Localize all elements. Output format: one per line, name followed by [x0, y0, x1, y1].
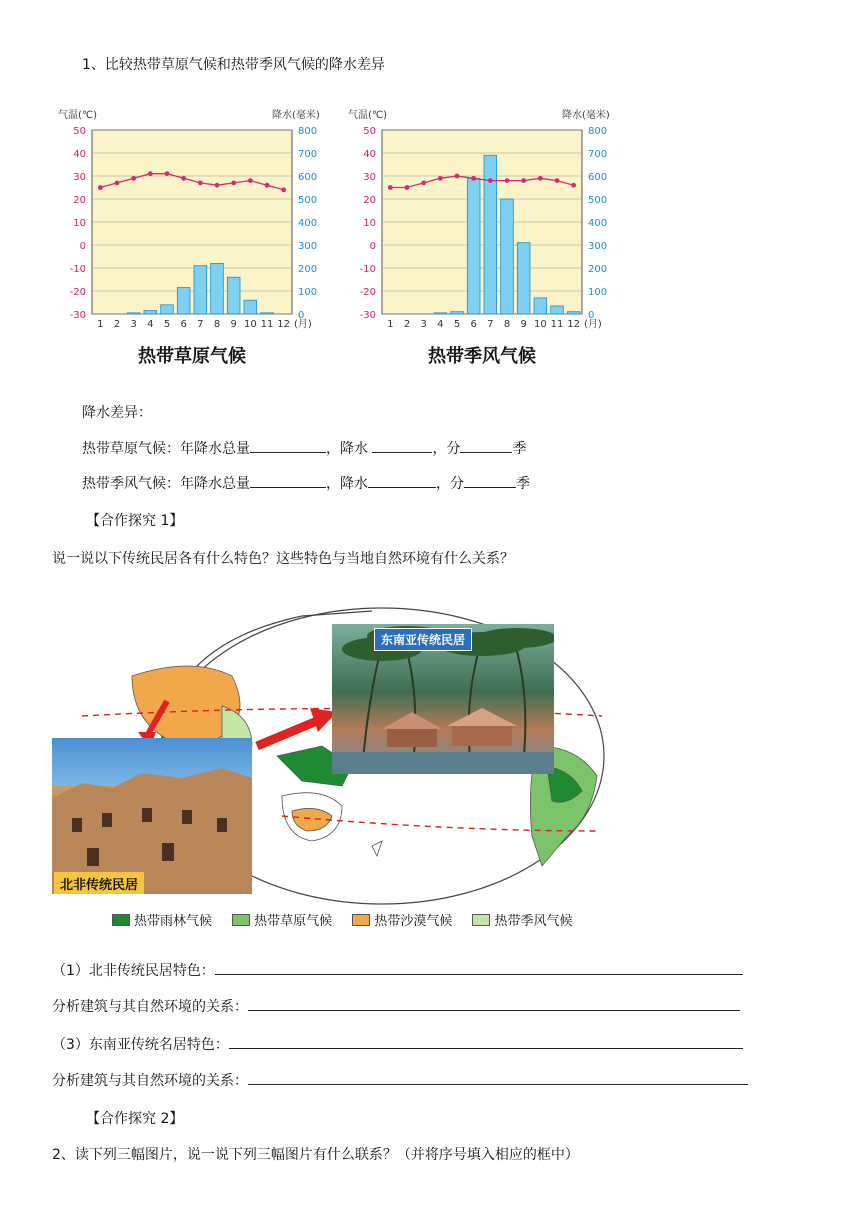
legend-item-rainforest [112, 910, 212, 929]
temp-tick-label: 30 [363, 172, 376, 183]
temp-tick-label: -10 [359, 264, 376, 275]
coop1-question: 说一说以下传统民居各有什么特色？这些特色与当地自然环境有什么关系？ [52, 551, 514, 567]
legend-swatch-rainforest [112, 914, 130, 926]
temperature-point [571, 183, 576, 188]
temperature-point [455, 174, 460, 179]
x-tick-label: 11 [550, 319, 564, 330]
fill-q1-label: （1）北非传统民居特色： [52, 963, 215, 979]
fill-q3 [52, 1034, 743, 1054]
precip-tick-label: 200 [588, 264, 608, 275]
temp-tick-label: 50 [363, 126, 376, 137]
sea-label: 东南亚传统民居 [374, 628, 472, 651]
precip-tick-label: 700 [298, 149, 318, 160]
legend-label: 热带雨林气候 [134, 914, 213, 929]
precip-bar [451, 312, 464, 314]
precip-tick-label: 600 [588, 172, 608, 183]
row2-end: 季 [516, 476, 530, 492]
x-tick-label: 1 [97, 319, 104, 330]
legend-item-savanna [232, 910, 332, 929]
precip-tick-label: 500 [298, 195, 318, 206]
temp-tick-label: -10 [69, 264, 86, 275]
x-tick-label: 7 [487, 319, 494, 330]
ylabel-left: 气温(℃) [348, 110, 388, 121]
temperature-point [148, 171, 153, 176]
x-tick-label: 8 [213, 319, 221, 330]
precip-tick-label: 400 [588, 218, 608, 229]
temperature-point [281, 187, 286, 192]
precip-tick-label: 0 [588, 310, 595, 321]
legend-label: 热带沙漠气候 [374, 914, 453, 929]
chart-savanna [52, 100, 342, 370]
temperature-point [521, 178, 526, 183]
row2-prefix: 热带季风气候：年降水总量 [82, 476, 250, 492]
chart-title: 热带季风气候 [428, 346, 536, 367]
x-tick-label: 10 [243, 319, 257, 330]
temp-tick-label: 40 [363, 149, 376, 160]
temperature-point [438, 176, 443, 181]
row1-mid2: ，分 [432, 441, 461, 457]
temp-tick-label: -30 [69, 310, 86, 321]
precip-bar [517, 243, 530, 314]
chart-monsoon-svg [342, 100, 632, 370]
chart-monsoon [342, 100, 632, 370]
x-tick-label: 3 [130, 319, 137, 330]
question-1-title: 1、比较热带草原气候和热带季风气候的降水差异 [82, 57, 385, 73]
north-africa-house-photo [52, 738, 252, 894]
fill-q1 [52, 960, 743, 980]
temp-tick-label: 0 [79, 241, 86, 252]
row1-end: 季 [512, 441, 527, 457]
row1-prefix: 热带草原气候：年降水总量 [82, 441, 250, 457]
temperature-point [181, 176, 186, 181]
blank-precip-monsoon[interactable] [368, 473, 436, 488]
temperature-point [215, 183, 220, 188]
temperature-point [231, 181, 236, 186]
temperature-point [405, 185, 410, 190]
ylabel-right: 降水(毫米) [272, 110, 320, 121]
legend-swatch-monsoon [472, 914, 490, 926]
x-tick-label: 11 [260, 319, 274, 330]
blank-season-savanna[interactable] [460, 438, 512, 453]
temperature-point [555, 178, 560, 183]
precip-bar [434, 313, 447, 314]
temp-tick-label: 20 [73, 195, 86, 206]
x-tick-label: 12 [567, 319, 581, 330]
blank-total-savanna[interactable] [250, 438, 326, 453]
temp-tick-label: -30 [359, 310, 376, 321]
x-tick-label: 12 [277, 319, 291, 330]
temp-tick-label: 10 [363, 218, 376, 229]
temp-tick-label: 50 [73, 126, 86, 137]
precip-bar [211, 263, 224, 314]
precip-bar [194, 266, 207, 314]
precip-bar [261, 313, 274, 314]
map-legend [112, 910, 588, 930]
ylabel-left: 气温(℃) [58, 110, 98, 121]
x-tick-label: 6 [470, 319, 477, 330]
blank-season-monsoon[interactable] [464, 473, 516, 488]
precip-tick-label: 700 [588, 149, 608, 160]
africa-label: 北非传统民居 [54, 872, 144, 894]
temperature-point [131, 176, 136, 181]
temp-tick-label: -20 [359, 287, 376, 298]
x-tick-label: 8 [503, 319, 511, 330]
precip-bar [501, 199, 514, 314]
x-tick-label: 4 [147, 319, 154, 330]
x-tick-label: 2 [403, 319, 411, 330]
coop1-heading: 【合作探究 1】 [86, 513, 184, 529]
world-map [52, 606, 612, 936]
temperature-point [265, 183, 270, 188]
precip-tick-label: 300 [588, 241, 608, 252]
fill-q1-relation [52, 996, 740, 1016]
precip-tick-label: 200 [298, 264, 318, 275]
precip-tick-label: 400 [298, 218, 318, 229]
adobe-scene-drawing [52, 738, 252, 894]
x-tick-label: 6 [180, 319, 187, 330]
x-tick-label: 4 [437, 319, 444, 330]
row1-mid1: ，降水 [326, 441, 368, 457]
answer-row-monsoon [82, 473, 530, 493]
temp-tick-label: -20 [69, 287, 86, 298]
x-tick-label: 5 [163, 319, 171, 330]
answer-row-savanna [82, 438, 526, 458]
temperature-point [505, 178, 510, 183]
precip-bar [467, 178, 480, 314]
temp-tick-label: 10 [73, 218, 86, 229]
precip-tick-label: 800 [298, 126, 318, 137]
temp-tick-label: 20 [363, 195, 376, 206]
row2-mid2: ，分 [436, 476, 464, 492]
precip-bar [227, 277, 240, 314]
precip-bar [567, 312, 580, 314]
difference-heading: 降水差异： [82, 405, 152, 421]
temperature-point [115, 181, 120, 186]
ylabel-right: 降水(毫米) [562, 110, 610, 121]
legend-swatch-desert [352, 914, 370, 926]
precip-bar [551, 306, 564, 314]
precip-tick-label: 0 [298, 310, 305, 321]
temperature-point [421, 181, 426, 186]
temp-tick-label: 40 [73, 149, 86, 160]
precip-bar [127, 313, 140, 314]
x-tick-label: 3 [420, 319, 427, 330]
legend-item-monsoon [472, 910, 572, 929]
x-tick-label: 10 [533, 319, 547, 330]
legend-swatch-savanna [232, 914, 250, 926]
coop2-question: 2、读下列三幅图片，说一说下列三幅图片有什么联系？（并将序号填入相应的框中） [52, 1147, 579, 1163]
temperature-point [248, 178, 253, 183]
temperature-point [471, 176, 476, 181]
x-unit-label: (月) [294, 319, 312, 330]
blank-q1[interactable] [215, 960, 743, 975]
precip-tick-label: 100 [298, 287, 318, 298]
legend-item-desert [352, 910, 452, 929]
blank-q3[interactable] [229, 1034, 743, 1049]
temperature-point [198, 181, 203, 186]
fill-q1-relation-label: 分析建筑与其自然环境的关系： [52, 999, 248, 1015]
fill-q3-relation-label: 分析建筑与其自然环境的关系： [52, 1073, 248, 1089]
legend-label: 热带季风气候 [494, 914, 573, 929]
temperature-point [388, 185, 393, 190]
precip-tick-label: 500 [588, 195, 608, 206]
sea-stilt-house-photo [332, 624, 554, 774]
x-unit-label: (月) [584, 319, 602, 330]
precip-tick-label: 100 [588, 287, 608, 298]
blank-q3-relation[interactable] [248, 1070, 748, 1085]
temp-tick-label: 0 [369, 241, 376, 252]
temperature-point [98, 185, 103, 190]
precip-tick-label: 600 [298, 172, 318, 183]
legend-label: 热带草原气候 [254, 914, 333, 929]
fill-q3-relation [52, 1070, 748, 1090]
temp-tick-label: 30 [73, 172, 86, 183]
temperature-point [165, 171, 170, 176]
chart-savanna-svg [52, 100, 342, 370]
precip-bar [534, 298, 547, 314]
precip-tick-label: 800 [588, 126, 608, 137]
temperature-point [538, 176, 543, 181]
chart-title: 热带草原气候 [138, 346, 246, 367]
x-tick-label: 5 [453, 319, 461, 330]
x-tick-label: 7 [197, 319, 204, 330]
coop2-heading: 【合作探究 2】 [86, 1111, 184, 1127]
blank-precip-savanna[interactable] [372, 438, 432, 453]
blank-total-monsoon[interactable] [250, 473, 326, 488]
fill-q3-label: （3）东南亚传统名居特色： [52, 1037, 229, 1053]
row2-mid1: ，降水 [326, 476, 368, 492]
precip-bar [161, 305, 174, 314]
precip-bar [144, 311, 157, 314]
temperature-point [488, 178, 493, 183]
x-tick-label: 1 [387, 319, 394, 330]
blank-q1-relation[interactable] [248, 996, 740, 1011]
x-tick-label: 9 [230, 319, 237, 330]
precip-bar [177, 288, 190, 314]
x-tick-label: 2 [113, 319, 121, 330]
x-tick-label: 9 [520, 319, 527, 330]
precip-tick-label: 300 [298, 241, 318, 252]
precip-bar [244, 300, 257, 314]
